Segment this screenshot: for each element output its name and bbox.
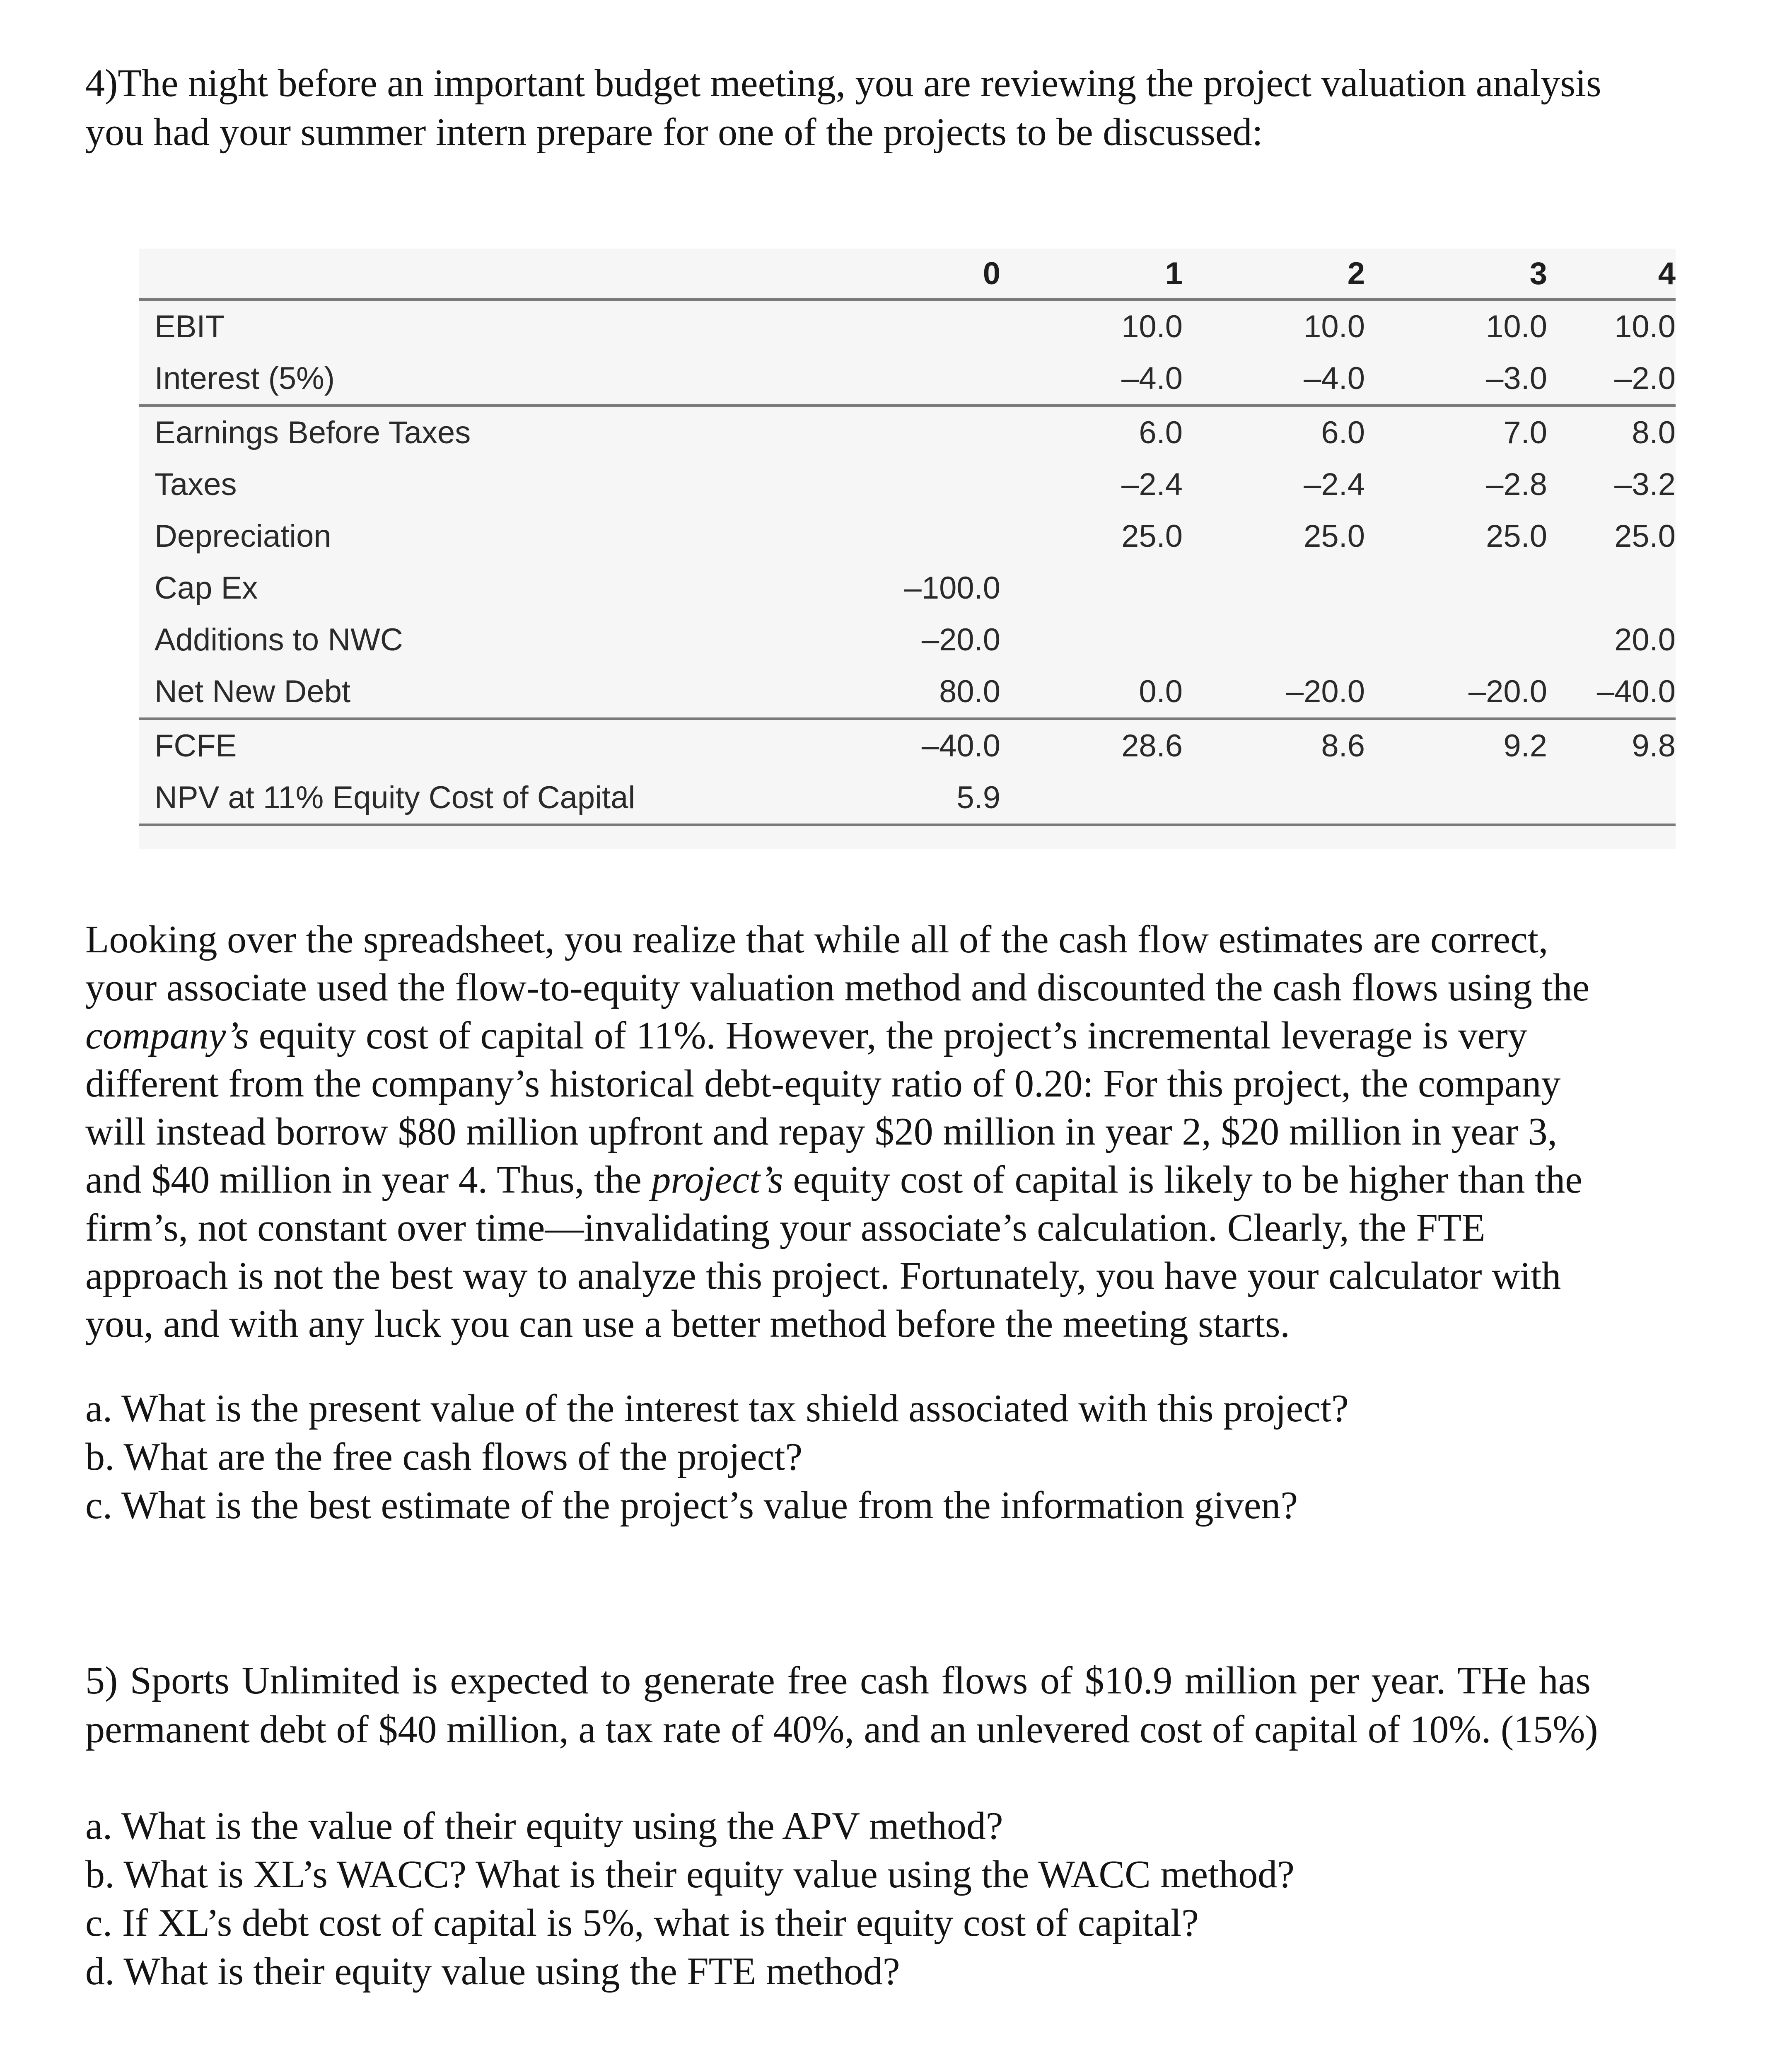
- q5-question-d: d. What is their equity value using the FTE method?: [85, 1950, 900, 1993]
- row-label: Earnings Before Taxes: [139, 406, 669, 459]
- cell: 25.0: [1486, 519, 1547, 554]
- cell: 20.0: [1614, 622, 1676, 657]
- cell: [669, 459, 1000, 510]
- header-year-4: 4: [1658, 256, 1676, 291]
- cell: [1547, 562, 1676, 614]
- cell: 6.0: [1000, 406, 1183, 459]
- cell: 9.8: [1547, 719, 1676, 772]
- table-row-cap-ex: [139, 562, 1676, 614]
- cell: 25.0: [1121, 519, 1183, 554]
- q5-question-b: b. What is XL’s WACC? What is their equity value using the WACC method?: [85, 1853, 1294, 1896]
- row-label: Depreciation: [155, 519, 331, 554]
- q5-questions: [85, 1802, 1701, 1996]
- cell: [1000, 772, 1183, 825]
- cell: 25.0: [1614, 519, 1676, 554]
- q4-body-line-6-post: equity cost of capital is likely to be higher than the: [783, 1158, 1582, 1201]
- project-emphasis: project’s: [651, 1158, 783, 1201]
- cell: 8.0: [1547, 406, 1676, 459]
- cell: [1000, 614, 1183, 666]
- cell: 0.0: [1139, 674, 1183, 709]
- project-valuation-table: [139, 249, 1676, 826]
- q5-question-a: a. What is the value of their equity using the APV method?: [85, 1804, 1003, 1848]
- table-row-net-new-debt: [139, 666, 1676, 719]
- q5-question-c: c. If XL’s debt cost of capital is 5%, what is their equity cost of capital?: [85, 1901, 1199, 1944]
- cell: [1183, 562, 1365, 614]
- cell: –2.0: [1614, 361, 1676, 396]
- cell: –2.8: [1486, 467, 1547, 502]
- q4-body-line-1: Looking over the spreadsheet, you realize that while all of the cash flow estimates are correct,: [85, 918, 1548, 961]
- row-label: EBIT: [139, 299, 669, 353]
- cell: –4.0: [1121, 361, 1183, 396]
- cell: [669, 299, 1000, 353]
- cell: 10.0: [1547, 299, 1676, 353]
- cell: [1365, 614, 1547, 666]
- cell: [1183, 772, 1365, 825]
- cell: [669, 406, 1000, 459]
- q5-intro: [85, 1656, 1726, 1754]
- header-year-1: 1: [1165, 256, 1183, 291]
- q4-body-line-8: approach is not the best way to analyze this project. Fortunately, you have your calculator with: [85, 1254, 1561, 1297]
- cell: –2.4: [1304, 467, 1365, 502]
- header-year-3: 3: [1529, 256, 1547, 291]
- q4-question-b: b. What are the free cash flows of the project?: [85, 1435, 803, 1478]
- q4-body-line-3: [85, 1012, 1726, 1060]
- cell: [669, 353, 1000, 406]
- cell: 10.0: [1183, 299, 1365, 353]
- table-row-npv: [139, 772, 1676, 825]
- cell: [1365, 772, 1547, 825]
- cell: 5.9: [669, 772, 1000, 825]
- cell: [669, 510, 1000, 562]
- project-valuation-table-panel: [139, 249, 1676, 849]
- q4-body-paragraph: [85, 915, 1726, 1348]
- row-label: Net New Debt: [155, 674, 351, 709]
- row-label: Cap Ex: [155, 570, 258, 606]
- cell: –40.0: [1596, 674, 1676, 709]
- q4-body-line-9: you, and with any luck you can use a better method before the meeting starts.: [85, 1302, 1290, 1345]
- table-row-taxes: [139, 459, 1676, 510]
- cell: –2.4: [1121, 467, 1183, 502]
- cell: [1365, 562, 1547, 614]
- table-header-row: [139, 249, 1676, 299]
- q4-question-c: c. What is the best estimate of the project’s value from the information given?: [85, 1484, 1298, 1527]
- cell: 25.0: [1304, 519, 1365, 554]
- table-row-ebit: [139, 299, 1676, 353]
- company-emphasis: company’s: [85, 1014, 249, 1057]
- cell: 80.0: [939, 674, 1000, 709]
- cell: –3.2: [1614, 467, 1676, 502]
- row-label: Interest (5%): [155, 361, 335, 396]
- cell: 10.0: [1000, 299, 1183, 353]
- cell: 8.6: [1183, 719, 1365, 772]
- cell: 7.0: [1365, 406, 1547, 459]
- cell: –100.0: [904, 570, 1000, 606]
- cell: –4.0: [1304, 361, 1365, 396]
- q4-question-a: a. What is the present value of the interest tax shield associated with this project?: [85, 1387, 1349, 1430]
- q4-body-line-7: firm’s, not constant over time—invalidating your associate’s calculation. Clearly, the FTE: [85, 1206, 1485, 1249]
- header-year-2: 2: [1347, 256, 1365, 291]
- cell: –40.0: [669, 719, 1000, 772]
- cell: –3.0: [1486, 361, 1547, 396]
- header-label-cell: [139, 249, 669, 299]
- cell: –20.0: [1468, 674, 1547, 709]
- cell: 10.0: [1365, 299, 1547, 353]
- q4-intro-line-1: 4)The night before an important budget meeting, you are reviewing the project valuation analysis: [85, 62, 1601, 105]
- row-label: FCFE: [139, 719, 669, 772]
- q4-intro: [85, 59, 1726, 157]
- table-row-depreciation: [139, 510, 1676, 562]
- q4-questions: [85, 1384, 1701, 1530]
- q4-body-line-6-pre: and $40 million in year 4. Thus, the: [85, 1158, 652, 1201]
- row-label: NPV at 11% Equity Cost of Capital: [139, 772, 669, 825]
- cell: –20.0: [921, 622, 1000, 657]
- row-label: Taxes: [155, 467, 237, 502]
- cell: 28.6: [1000, 719, 1183, 772]
- header-year-0: 0: [983, 256, 1000, 291]
- table-row-interest: [139, 353, 1676, 406]
- table-row-earnings-before-taxes: [139, 406, 1676, 459]
- table-row-additions-to-nwc: [139, 614, 1676, 666]
- row-label: Additions to NWC: [155, 622, 403, 657]
- cell: 6.0: [1183, 406, 1365, 459]
- q4-body-line-4: different from the company’s historical debt-equity ratio of 0.20: For this project, the company: [85, 1062, 1561, 1105]
- q4-body-line-5: will instead borrow $80 million upfront and repay $20 million in year 2, $20 million in year 3,: [85, 1110, 1558, 1153]
- cell: –20.0: [1286, 674, 1365, 709]
- q5-intro-line-1: 5) Sports Unlimited is expected to generate free cash flows of $10.9 million per year. THe has: [85, 1659, 1591, 1702]
- q4-body-line-6: [85, 1156, 1726, 1204]
- cell: [1000, 562, 1183, 614]
- cell: [1547, 772, 1676, 825]
- q4-body-line-2: your associate used the flow-to-equity valuation method and discounted the cash flows using the: [85, 966, 1590, 1009]
- q4-body-line-3-rest: equity cost of capital of 11%. However, the project’s incremental leverage is very: [249, 1014, 1527, 1057]
- table-row-fcfe: [139, 719, 1676, 772]
- cell: [1183, 614, 1365, 666]
- q4-intro-line-2: you had your summer intern prepare for one of the projects to be discussed:: [85, 111, 1263, 154]
- q5-intro-line-2: permanent debt of $40 million, a tax rate of 40%, and an unlevered cost of capital of 10%. (15%): [85, 1708, 1598, 1751]
- cell: 9.2: [1365, 719, 1547, 772]
